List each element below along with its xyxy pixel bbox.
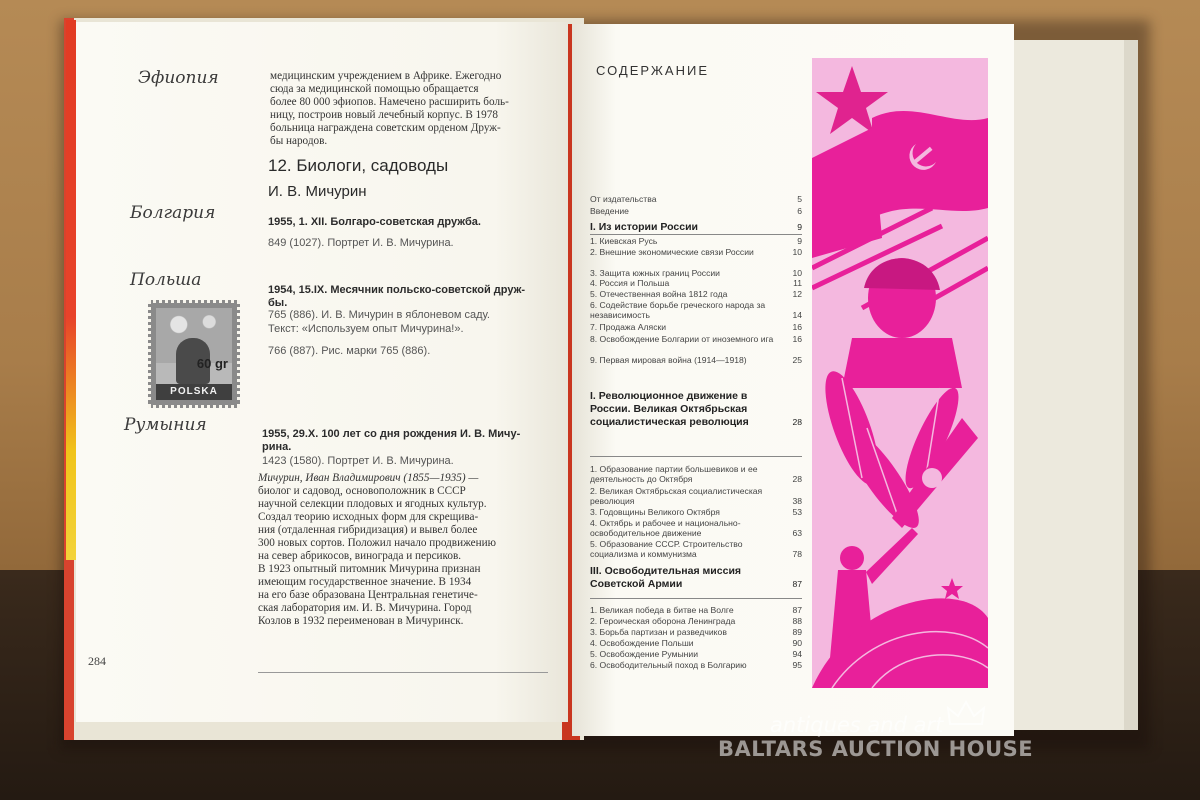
poland-stamp-2: 766 (887). Рис. марки 765 (886). bbox=[268, 345, 431, 357]
toc-item: 5. Освобождение Румынии 94 bbox=[590, 649, 802, 659]
polish-stamp-image bbox=[148, 300, 240, 408]
person-heading: И. В. Мичурин bbox=[268, 183, 367, 200]
watermark-line-1: antiques and art bbox=[770, 713, 944, 737]
toc-rule bbox=[590, 598, 802, 599]
poland-issue: 1954, 15.IX. Месячник польско-советской друж- бы. bbox=[268, 284, 526, 309]
toc-item: 1. Киевская Русь 9 bbox=[590, 236, 802, 246]
michurin-biography: Мичурин, Иван Владимирович (1855—1935) — биолог и садовод, основоположник в СССР научной селекции плодовых и ягодных культур. Создал теорию исходных форм для скрещива- ния (отдаленная гибридизация) и вывел более 300 новых сортов. Положил начало продвижению на север абрикосов, винограда и персиков. В 1923 опытный питомник Мичурина признан имеющим государственное значение. В 1934 на его базе образована Центральная генетиче- ская лаборатория им. И. В. Мичурина. Город Козлов в 1932 переименован в Мичуринск. bbox=[258, 472, 496, 627]
toc-section-3: III. Освободительная миссия Советской Армии 87 bbox=[590, 565, 802, 590]
cover-edge-stripe bbox=[66, 20, 76, 560]
ethiopia-text: медицинским учреждением в Африке. Ежегодно сюда за медицинской помощью обращается более 80 000 эфиопов. Намечено расширить боль- ницу, построив новый лечебный корпус. В 1978 больница награждена советским орденом Друж- бы народов. bbox=[270, 70, 509, 147]
toc-item: 5. Отечественная война 1812 года 12 bbox=[590, 289, 802, 299]
country-ethiopia: Эфиопия bbox=[138, 68, 219, 88]
toc-item: 3. Борьба партизан и разведчиков 89 bbox=[590, 627, 802, 637]
toc-section-1: I. Из истории России 9 bbox=[590, 221, 802, 233]
country-poland: Польша bbox=[130, 270, 202, 290]
bulgaria-issue: 1955, 1. XII. Болгаро-советская дружба. bbox=[268, 216, 481, 228]
crown-icon bbox=[946, 700, 986, 726]
toc-title: СОДЕРЖАНИЕ bbox=[596, 63, 710, 78]
toc-item: От издательства 5 bbox=[590, 194, 802, 204]
footer-rule bbox=[258, 672, 548, 673]
watermark-line-2: BALTARS AUCTION HOUSE bbox=[718, 737, 1034, 761]
romania-stamp: 1423 (1580). Портрет И. В. Мичурина. bbox=[262, 455, 454, 467]
toc-rule bbox=[590, 456, 802, 457]
toc-rule bbox=[590, 234, 802, 235]
toc-item: 2. Великая Октябрьская социалистическая революция 38 bbox=[590, 486, 802, 506]
toc-item: 8. Освобождение Болгарии от иноземного ига 16 bbox=[590, 334, 802, 344]
page-number: 284 bbox=[88, 654, 106, 668]
country-bulgaria: Болгария bbox=[130, 203, 216, 223]
toc-item: 3. Защита южных границ России 10 bbox=[590, 268, 802, 278]
cosmonaut-figure bbox=[840, 546, 864, 570]
toc-item: 5. Образование СССР. Строительство социализма и коммунизма 78 bbox=[590, 539, 802, 559]
section-title: 12. Биологи, садоводы bbox=[268, 156, 449, 175]
toc-item: 4. Россия и Польша 11 bbox=[590, 278, 802, 288]
toc-item: 4. Освобождение Польши 90 bbox=[590, 638, 802, 648]
flag-shape bbox=[872, 111, 988, 218]
toc-item: 3. Годовщины Великого Октября 53 bbox=[590, 507, 802, 517]
toc-item: 6. Освободительный поход в Болгарию 95 bbox=[590, 660, 802, 670]
poland-stamp: 765 (886). И. В. Мичурин в яблоневом саду. Текст: «Используем опыт Мичурина!». bbox=[268, 309, 490, 335]
toc-section-2: I. Революционное движение в России. Великая Октябрьская социалистическая революция 28 bbox=[590, 390, 802, 428]
toc-item: 6. Содействие борьбе греческого народа за независимость 14 bbox=[590, 300, 802, 320]
toc-item: 1. Образование партии большевиков и ее деятельность до Октября 28 bbox=[590, 464, 802, 484]
toc-item: 2. Героическая оборона Ленинграда 88 bbox=[590, 616, 802, 626]
book-cover-right bbox=[1010, 40, 1138, 730]
bulgaria-stamp: 849 (1027). Портрет И. В. Мичурина. bbox=[268, 237, 454, 249]
toc-item: 4. Октябрь и рабочее и национально-освободительное движение 63 bbox=[590, 518, 802, 538]
toc-item: Введение 6 bbox=[590, 206, 802, 216]
stamp-country: POLSKA bbox=[156, 384, 232, 400]
toc-item: 7. Продажа Аляски 16 bbox=[590, 322, 802, 332]
romania-issue: 1955, 29.X. 100 лет со дня рождения И. В. Мичу- рина. bbox=[262, 428, 521, 453]
soviet-artwork bbox=[812, 58, 988, 688]
toc-item: 2. Внешние экономические связи России 10 bbox=[590, 247, 802, 257]
toc-item: 1. Великая победа в битве на Волге 87 bbox=[590, 605, 802, 615]
toc-item: 9. Первая мировая война (1914—1918) 25 bbox=[590, 355, 802, 365]
country-romania: Румыния bbox=[124, 415, 207, 435]
stamp-value: 60 gr bbox=[196, 356, 228, 371]
